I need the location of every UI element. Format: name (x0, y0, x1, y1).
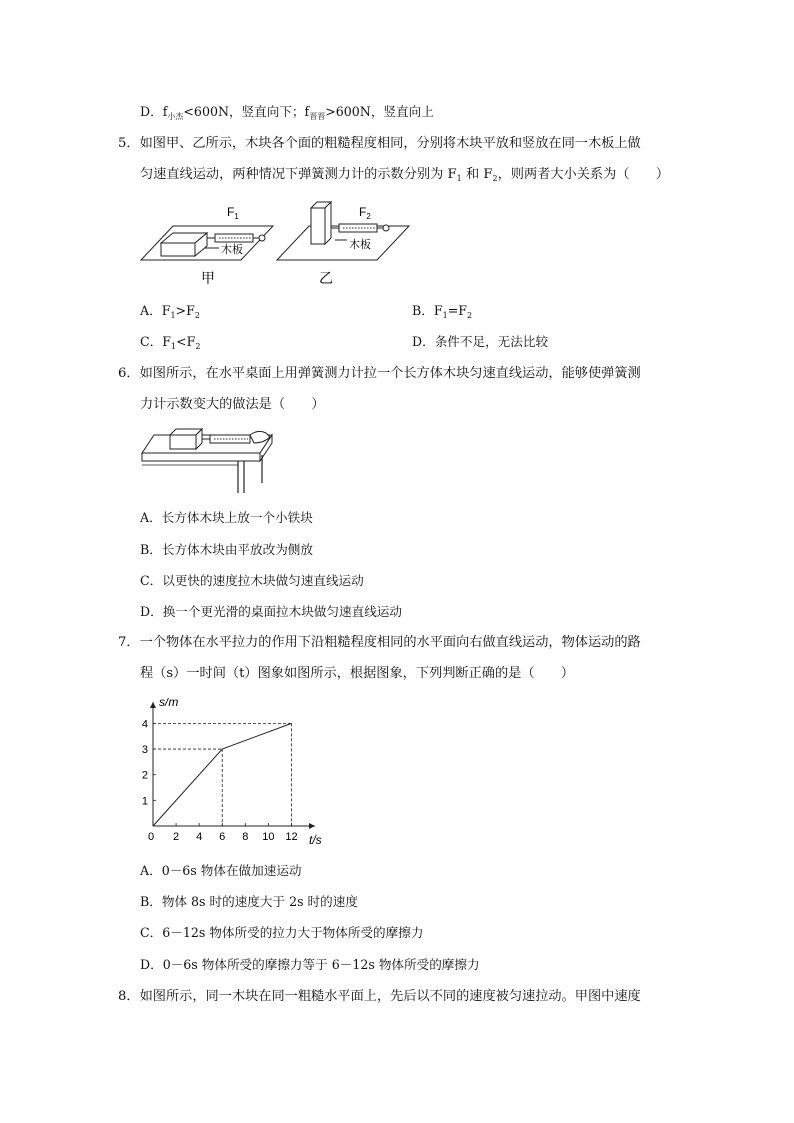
x-tick-label-12: 12 (285, 831, 298, 843)
x-tick-label-2: 2 (173, 831, 180, 843)
q7-stem-line2: 程（s）一时间（t）图象如图所示，根据图象，下列判断正确的是（ ） (140, 666, 575, 681)
q5-option-c[interactable]: C．$F_1<F_2$ (140, 334, 201, 351)
y-tick-label-1: 1 (141, 795, 148, 808)
q7-option-a[interactable]: A．0－6s 物体在做加速运动 (140, 863, 302, 878)
q5-figure (135, 198, 415, 290)
spring-scale (202, 431, 270, 443)
left-caption: 甲 (201, 270, 215, 286)
right-block (311, 202, 331, 244)
y-tick-label-4: 4 (141, 718, 148, 731)
y-axis-arrow (150, 702, 156, 708)
left-board-label: 木板 (221, 244, 243, 256)
q7-stem-line1: 7．一个物体在水平拉力的作用下沿粗糙程度相同的水平面向右做直线运动，物体运动的路 (118, 635, 641, 650)
origin-tick-label: 0 (147, 831, 155, 843)
right-caption: 乙 (319, 270, 333, 286)
right-board-label: 木板 (349, 239, 371, 251)
q5-stem-line1: 5．如图甲、乙所示，木块各个面的粗糙程度相同，分别将木块平放和竖放在同一木板上做 (118, 136, 641, 151)
x-tick-label-4: 4 (196, 831, 203, 843)
q5-option-a[interactable]: A．$F_1>F_2$ (140, 303, 200, 320)
x-tick-label-10: 10 (262, 831, 275, 843)
wood-block (170, 429, 202, 449)
q6-option-b[interactable]: B．长方体木块由平放改为侧放 (140, 542, 313, 557)
q6-option-c[interactable]: C．以更快的速度拉木块做匀速直线运动 (140, 573, 364, 588)
q6-stem-line2: 力计示数变大的做法是（ ） (140, 397, 325, 412)
q6-option-a[interactable]: A．长方体木块上放一个小铁块 (140, 510, 313, 525)
x-tick-label-8: 8 (242, 831, 249, 843)
q7-option-c[interactable]: C．6－12s 物体所受的拉力大于物体所受的摩擦力 (140, 925, 424, 940)
q8-stem-line1: 8．如图所示，同一木块在同一粗糙水平面上，先后以不同的速度被匀速拉动。甲图中速度 (118, 989, 641, 1004)
q7-option-b[interactable]: B．物体 8s 时的速度大于 2s 时的速度 (140, 894, 358, 909)
x-axis-label: t/s (309, 833, 322, 847)
y-axis-label: s/m (159, 698, 179, 709)
q5-stem-line2: 匀速直线运动，两种情况下弹簧测力计的示数分别为 $F_1$ 和 $F_2$，则两者大小关系为（ ） (140, 167, 670, 183)
x-axis-arrow (309, 823, 315, 829)
q7-option-d[interactable]: D．0－6s 物体所受的摩擦力等于 6－12s 物体所受的摩擦力 (140, 957, 480, 972)
q6-option-d[interactable]: D．换一个更光滑的桌面拉木块做匀速直线运动 (140, 604, 402, 619)
q6-figure (140, 425, 275, 495)
q4-option-d[interactable]: D．$f_{小杰}<600N$，竖直向下；$f_{晋晋}>600N$，竖直向上 (140, 104, 434, 121)
table (142, 435, 272, 493)
x-tick-label-6: 6 (219, 831, 226, 843)
q7-st-chart (135, 698, 335, 848)
y-tick-label-2: 2 (141, 769, 148, 782)
q5-option-d[interactable]: D．条件不足，无法比较 (412, 334, 549, 349)
left-force-label: $F_1$ (227, 205, 239, 221)
y-tick-label-3: 3 (141, 744, 148, 757)
right-force-label: $F_2$ (359, 205, 371, 221)
q6-stem-line1: 6．如图所示，在水平桌面上用弹簧测力计拉一个长方体木块匀速直线运动，能够使弹簧测 (118, 366, 641, 381)
q5-option-b[interactable]: B．$F_1=F_2$ (412, 303, 473, 320)
